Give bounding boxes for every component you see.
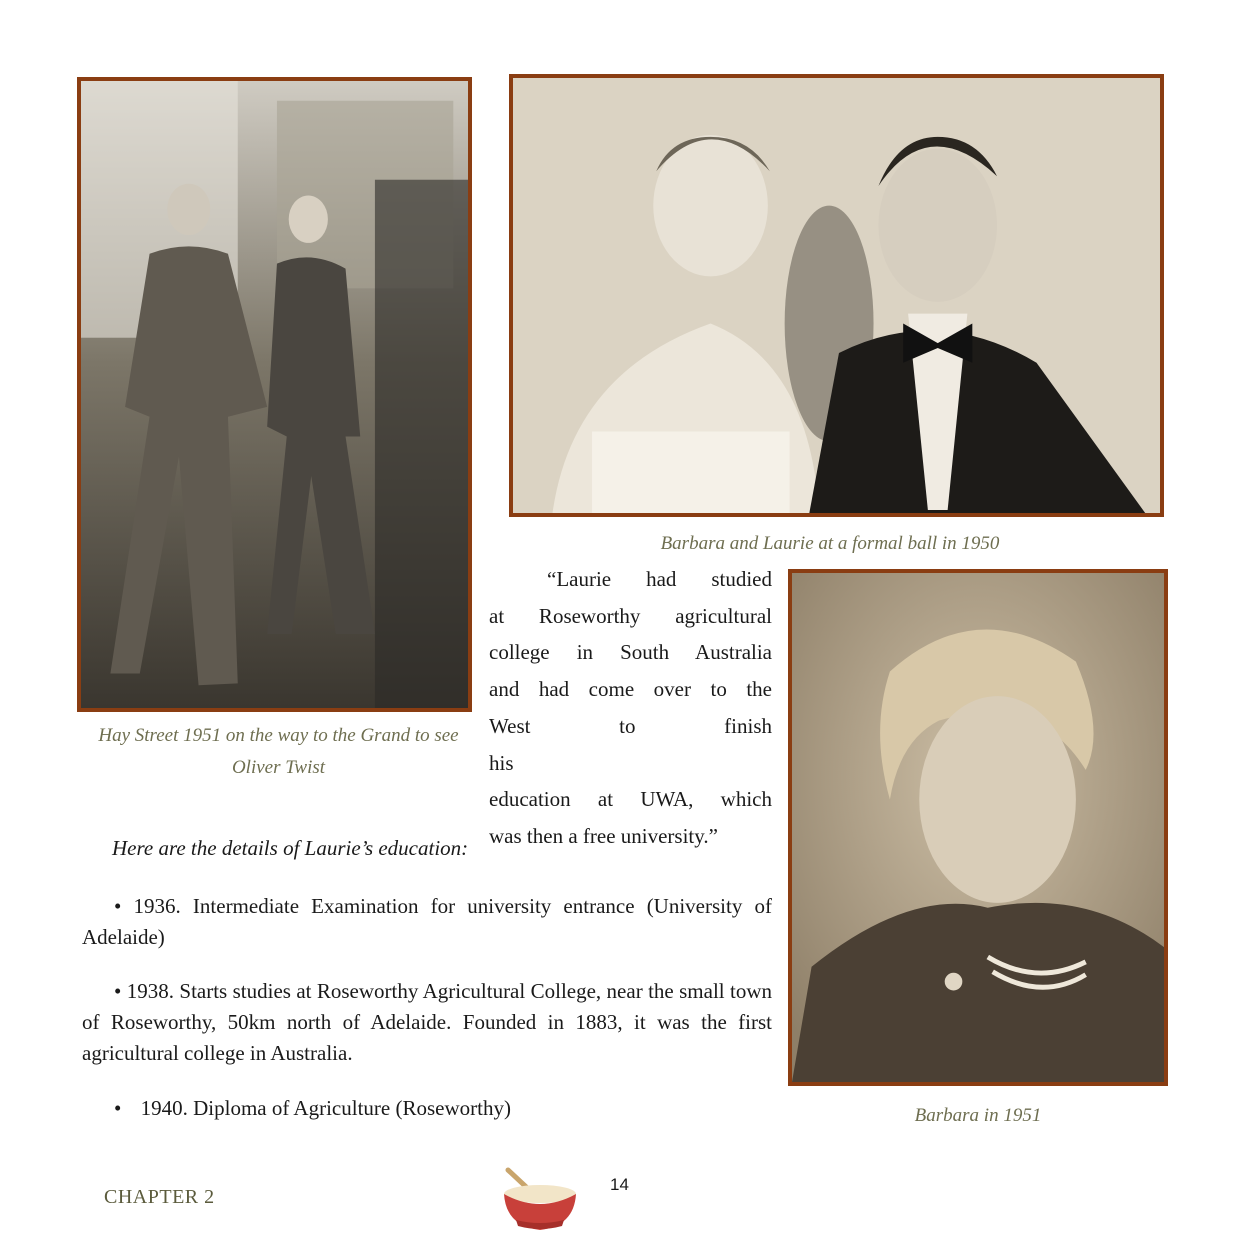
caption-formal-ball: Barbara and Laurie at a formal ball in 1950 bbox=[660, 533, 1000, 554]
quote-line: and had come over to the bbox=[489, 677, 772, 702]
education-intro: Here are the details of Laurie’s education: bbox=[112, 836, 469, 860]
mixing-bowl-icon bbox=[498, 1164, 582, 1234]
bullet: • bbox=[114, 979, 122, 1003]
bullet: • bbox=[114, 1096, 122, 1120]
photo-hay-street-image bbox=[81, 81, 468, 708]
photo-formal-ball-image bbox=[513, 78, 1160, 513]
education-item-1938 bbox=[82, 976, 772, 1069]
photo-portrait bbox=[788, 569, 1168, 1086]
education-item-1940 bbox=[114, 1093, 714, 1124]
photo-hay-street bbox=[77, 77, 472, 712]
quote-line: college in South Australia bbox=[489, 640, 772, 665]
bullet: • bbox=[114, 894, 122, 918]
quote-block bbox=[489, 561, 772, 855]
quote-line: at Roseworthy agricultural bbox=[489, 603, 772, 628]
photo-formal-ball bbox=[509, 74, 1164, 517]
caption-hay-street: Hay Street 1951 on the way to the Grand to see Oliver Twist bbox=[98, 725, 459, 778]
page-number: 14 bbox=[610, 1175, 629, 1194]
quote-line: West to finish his bbox=[489, 713, 772, 775]
education-item-text: 1936. Intermediate Examination for university entrance (University of Adelaide) bbox=[82, 894, 772, 949]
caption-portrait: Barbara in 1951 bbox=[914, 1105, 1042, 1126]
education-item-1936 bbox=[82, 891, 772, 953]
quote-line: was then a free university.” bbox=[489, 823, 718, 848]
education-item-text: 1938. Starts studies at Roseworthy Agricultural College, near the small town of Roseworthy, 50km north of Adelaide. Founded in 1883, it was the first agricultural college in Australia. bbox=[82, 979, 772, 1065]
quote-line: education at UWA, which bbox=[489, 787, 772, 812]
education-item-text: 1940. Diploma of Agriculture (Roseworthy) bbox=[140, 1096, 511, 1120]
chapter-label: CHAPTER 2 bbox=[104, 1186, 215, 1208]
photo-portrait-image bbox=[792, 573, 1164, 1082]
quote-line: “Laurie had studied bbox=[547, 567, 772, 591]
